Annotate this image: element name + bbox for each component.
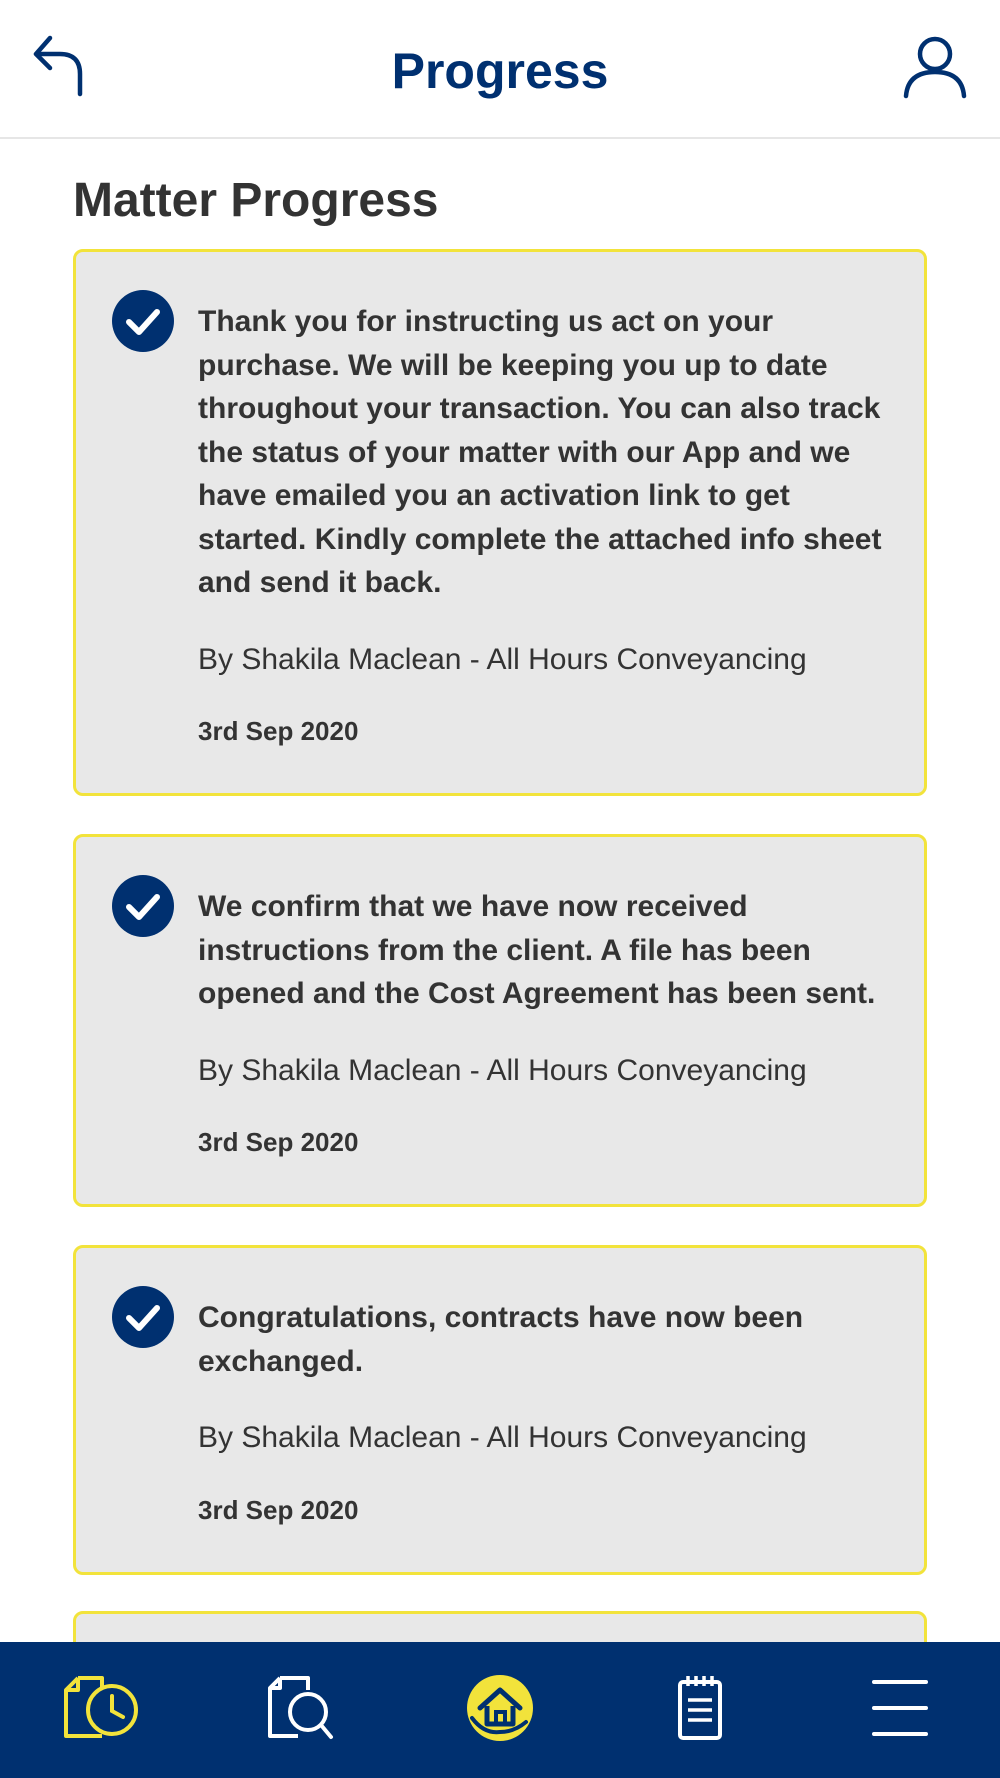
nav-documents[interactable] [250,1642,350,1778]
app-header [0,0,1000,139]
nav-progress[interactable] [50,1642,150,1778]
progress-card [73,1245,927,1575]
progress-card [73,1611,927,1642]
progress-date: 3rd Sep 2020 [198,1495,359,1525]
progress-date: 3rd Sep 2020 [198,716,359,746]
page-title: Progress [391,43,609,99]
progress-clock-icon [50,1670,150,1750]
progress-message: Thank you for instructing us act on your purchase. We will be keeping you up to date throughout your transaction. You can also track the status of your matter with our App and we have emailed you an activation link to get started. Kindly complete the attached info sheet and send it back. [198,305,882,599]
profile-button[interactable] [900,32,970,102]
section-title: Matter Progress [73,174,439,227]
progress-date: 3rd Sep 2020 [198,1127,359,1157]
check-circle-icon [112,290,174,352]
home-logo-icon [450,1670,550,1750]
progress-card [73,834,927,1207]
progress-card [73,249,927,796]
user-icon [900,32,970,102]
menu-icon [850,1670,950,1750]
progress-list[interactable] [0,139,1000,1642]
check-circle-icon [112,875,174,937]
document-search-icon [250,1670,350,1750]
progress-author: By Shakila Maclean - All Hours Conveyancing [198,643,807,676]
nav-menu[interactable] [850,1642,950,1778]
notepad-icon [650,1670,750,1750]
progress-author: By Shakila Maclean - All Hours Conveyancing [198,1421,807,1454]
progress-author: By Shakila Maclean - All Hours Conveyancing [198,1054,807,1087]
bottom-nav [0,1642,1000,1778]
nav-notes[interactable] [650,1642,750,1778]
nav-home[interactable] [450,1642,550,1778]
progress-message: We confirm that we have now received instructions from the client. A file has been opened and the Cost Agreement has been sent. [198,890,876,1010]
check-circle-icon [112,1286,174,1348]
progress-message: Congratulations, contracts have now been exchanged. [198,1301,804,1378]
